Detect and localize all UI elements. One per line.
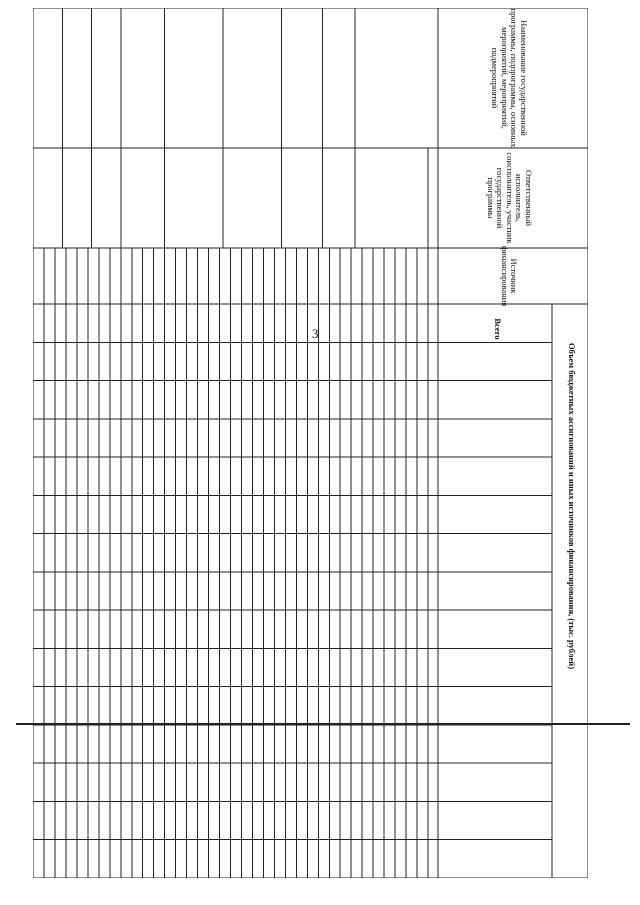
header-responsible: Ответственный исполнитель, соисполнитель, участник государственной программы <box>485 152 534 244</box>
page-number: 3 <box>312 326 319 341</box>
funding-caption: Объем бюджетных ассигнований и иных источников финансирования, (тыс. рублей) <box>567 342 577 670</box>
header-name: Наименование государственной программы, подпрограммы, основных мероприятий, мероприятий, подмероприятий <box>490 8 529 148</box>
header-source: Источник финансирования <box>500 245 520 307</box>
header-total: Всего <box>493 318 503 340</box>
page-divider-line <box>16 723 630 725</box>
table <box>33 8 588 878</box>
